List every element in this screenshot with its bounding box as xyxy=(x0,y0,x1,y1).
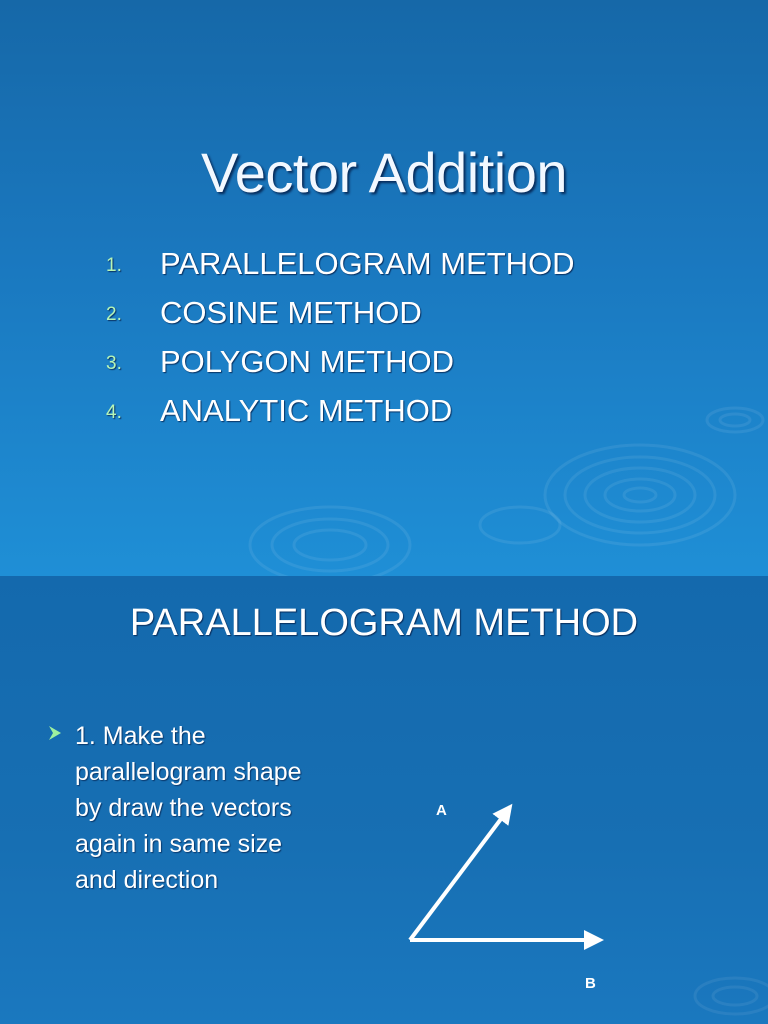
list-item-number: 2. xyxy=(106,304,122,325)
bullet-line: 1. Make the xyxy=(75,722,206,750)
list-item-label: ANALYTIC METHOD xyxy=(160,393,453,428)
list-item xyxy=(106,342,575,391)
arrow-bullet-icon xyxy=(46,724,64,742)
list-item-label: POLYGON METHOD xyxy=(160,344,454,379)
list-item-number: 1. xyxy=(106,255,122,276)
vector-diagram xyxy=(380,786,640,1016)
slide-parallelogram-method xyxy=(0,576,768,1024)
list-item-label: COSINE METHOD xyxy=(160,295,422,330)
bullet-line: by draw the vectors xyxy=(75,794,292,822)
list-item-label: PARALLELOGRAM METHOD xyxy=(160,246,575,281)
vector-diagram-canvas xyxy=(380,786,640,1016)
slide-title: Vector Addition xyxy=(200,141,568,204)
bullet-text xyxy=(75,718,375,898)
list-item xyxy=(106,293,575,342)
bullet-line: parallelogram shape xyxy=(75,758,302,786)
bullet-line: and direction xyxy=(75,866,219,894)
list-item xyxy=(106,391,575,440)
method-list xyxy=(106,244,575,440)
list-item-number: 3. xyxy=(106,353,122,374)
vector-b-label: B xyxy=(585,975,596,992)
slide-title: PARALLELOGRAM METHOD xyxy=(129,602,639,644)
vector-a-arrow xyxy=(410,807,510,940)
vector-a-label: A xyxy=(436,802,447,819)
list-item-number: 4. xyxy=(106,402,122,423)
bullet-line: again in same size xyxy=(75,830,283,858)
list-item xyxy=(106,244,575,293)
